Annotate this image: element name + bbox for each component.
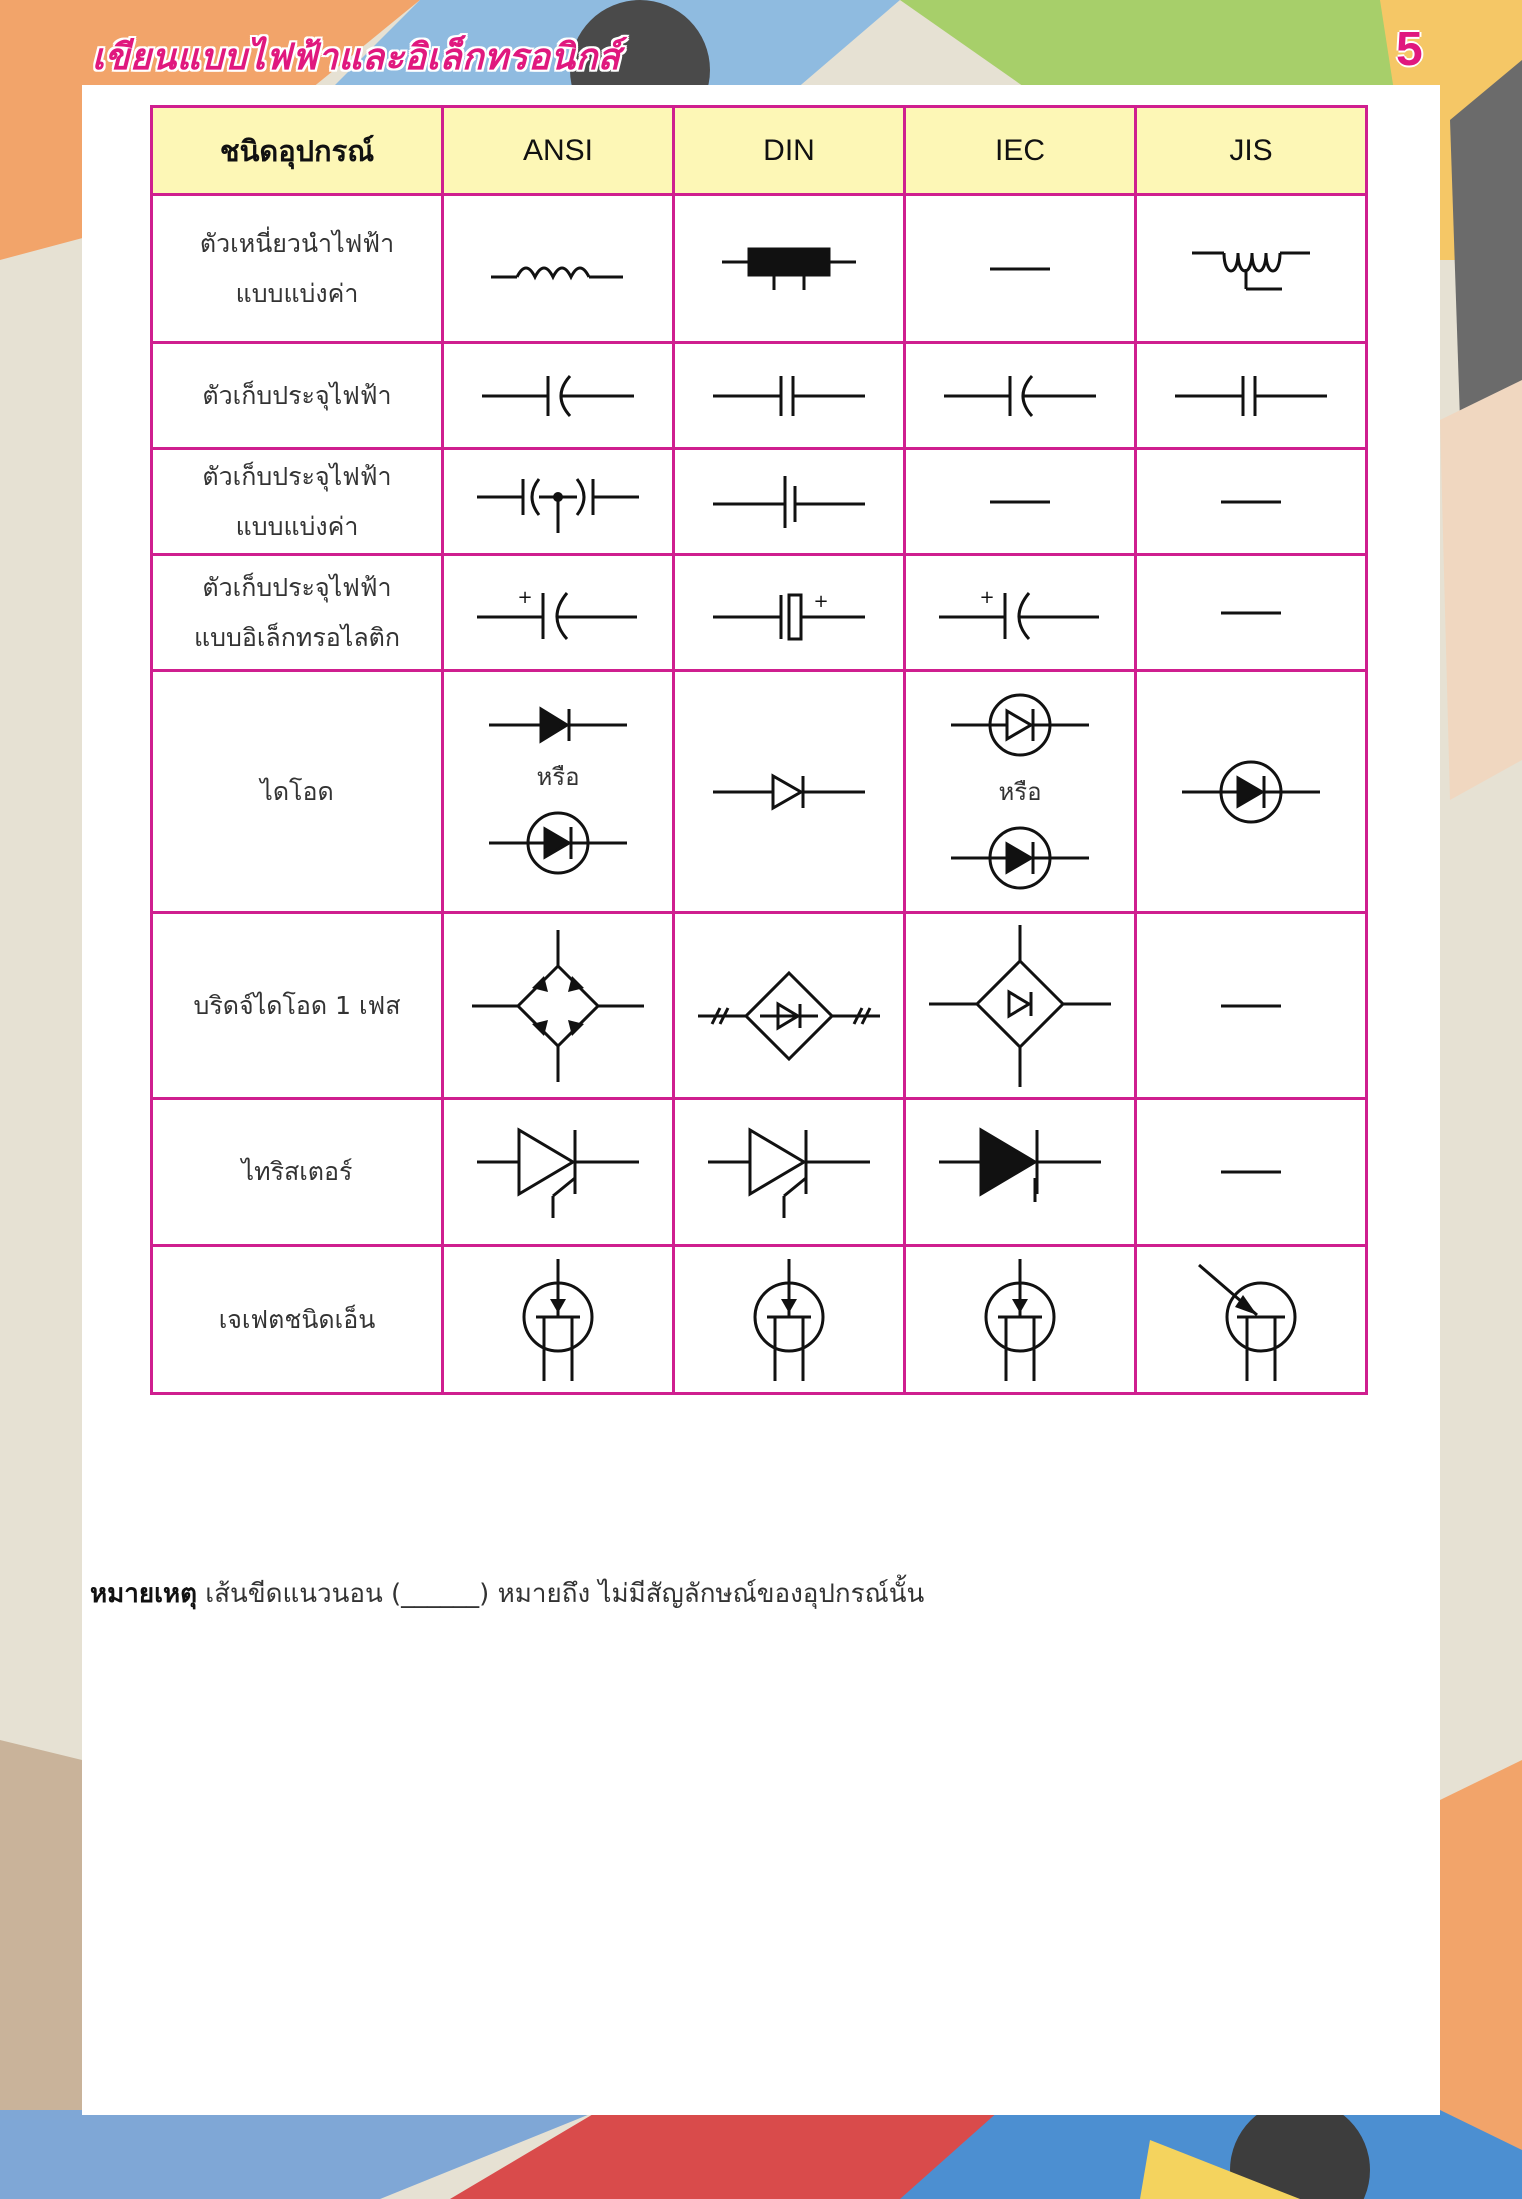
table-row	[152, 555, 1367, 671]
page-number: 5	[1396, 23, 1423, 76]
or-word: หรือ	[536, 763, 580, 791]
symbol-cell	[674, 195, 905, 343]
row-label-line: แบบแบ่งค่า	[235, 511, 359, 541]
symbol-cell	[1136, 671, 1367, 913]
diode-ansi-icon	[483, 705, 633, 745]
capacitor-ansi-icon	[478, 371, 638, 421]
symbol-cell	[674, 449, 905, 555]
thyristor-iec-icon	[935, 1122, 1105, 1222]
col-header-device-type: ชนิดอุปกรณ์	[152, 107, 443, 195]
symbol-cell	[1136, 1099, 1367, 1246]
symbol-cell	[905, 195, 1136, 343]
variable-capacitor-din-icon	[709, 472, 869, 532]
variable-inductor-ansi-icon	[483, 249, 633, 289]
bridge-diode-din-icon	[694, 946, 884, 1066]
row-label-line: ตัวเก็บประจุไฟฟ้า	[202, 380, 392, 410]
symbol-cell	[905, 343, 1136, 449]
variable-inductor-din-icon	[714, 244, 864, 294]
note-text: เส้นขีดแนวนอน (______) หมายถึง ไม่มีสัญลักษณ์ของอุปกรณ์นั้น	[205, 1579, 925, 1609]
row-label	[152, 195, 443, 343]
symbol-cell	[1136, 913, 1367, 1099]
symbol-cell	[443, 449, 674, 555]
jfet-n-din-icon	[739, 1255, 839, 1385]
col-header-jis: JIS	[1136, 107, 1367, 195]
symbol-cell	[674, 555, 905, 671]
row-label-line: แบบอิเล็กทรอไลติก	[193, 622, 401, 652]
row-label	[152, 1099, 443, 1246]
row-label	[152, 555, 443, 671]
jfet-n-ansi-icon	[508, 1255, 608, 1385]
symbol-cell	[905, 449, 1136, 555]
capacitor-jis-icon	[1171, 371, 1331, 421]
plus-sign: +	[813, 590, 829, 612]
symbol-comparison-table	[150, 105, 1368, 1395]
row-label	[152, 1246, 443, 1394]
footnote	[90, 1573, 924, 1614]
symbol-cell	[674, 1246, 905, 1394]
table-row	[152, 913, 1367, 1099]
variable-capacitor-ansi-icon	[473, 467, 643, 537]
symbol-cell	[443, 555, 674, 671]
row-label-line: ตัวเก็บประจุไฟฟ้า	[202, 572, 392, 602]
or-word: หรือ	[998, 778, 1042, 806]
symbol-cell	[905, 1099, 1136, 1246]
symbol-cell	[443, 1099, 674, 1246]
symbol-cell	[905, 671, 1136, 913]
symbol-cell	[443, 1246, 674, 1394]
diode-din-icon	[709, 770, 869, 814]
no-symbol-dash-icon	[985, 264, 1055, 274]
note-label: หมายเหตุ	[90, 1579, 198, 1609]
electrolytic-capacitor-iec-icon	[935, 583, 1105, 643]
no-symbol-dash-icon	[1216, 1001, 1286, 1011]
plus-sign: +	[979, 586, 995, 608]
electrolytic-capacitor-ansi-icon	[473, 583, 643, 643]
jfet-n-iec-icon	[970, 1255, 1070, 1385]
symbol-cell	[443, 671, 674, 913]
row-label-line: บริดจ์ไดโอด 1 เฟส	[193, 990, 401, 1020]
capacitor-din-icon	[709, 371, 869, 421]
row-label-line: แบบแบ่งค่า	[235, 278, 359, 308]
capacitor-iec-icon	[940, 371, 1100, 421]
symbol-cell	[905, 555, 1136, 671]
diode-circle-filled-iec-icon	[945, 823, 1095, 893]
symbol-cell	[905, 1246, 1136, 1394]
row-label-line: ตัวเหนี่ยวนำไฟฟ้า	[199, 228, 395, 258]
symbol-cell	[443, 913, 674, 1099]
book-title: เขียนแบบไฟฟ้าและอิเล็กทรอนิกส์	[92, 37, 621, 78]
symbol-cell	[443, 195, 674, 343]
diode-circle-iec-icon	[945, 690, 1095, 760]
variable-inductor-jis-icon	[1186, 239, 1316, 299]
row-label	[152, 671, 443, 913]
thyristor-ansi-icon	[473, 1122, 643, 1222]
row-label-line: ไทริสเตอร์	[241, 1157, 353, 1186]
row-label	[152, 343, 443, 449]
jfet-n-jis-icon	[1191, 1255, 1311, 1385]
col-header-iec: IEC	[905, 107, 1136, 195]
row-label	[152, 913, 443, 1099]
symbol-cell	[1136, 1246, 1367, 1394]
page-panel	[82, 85, 1440, 2115]
table-row	[152, 1246, 1367, 1394]
no-symbol-dash-icon	[985, 497, 1055, 507]
symbol-cell	[674, 913, 905, 1099]
no-symbol-dash-icon	[1216, 608, 1286, 618]
row-label	[152, 449, 443, 555]
symbol-cell	[1136, 343, 1367, 449]
col-header-ansi: ANSI	[443, 107, 674, 195]
symbol-cell	[674, 343, 905, 449]
diode-circle-jis-icon	[1176, 757, 1326, 827]
table-row	[152, 449, 1367, 555]
thyristor-din-icon	[704, 1122, 874, 1222]
electrolytic-capacitor-din-icon	[709, 583, 869, 643]
table-row	[152, 195, 1367, 343]
table-row	[152, 343, 1367, 449]
symbol-cell	[1136, 555, 1367, 671]
plus-sign: +	[517, 586, 533, 608]
symbol-cell	[443, 343, 674, 449]
row-label-line: ไดโอด	[260, 776, 334, 806]
symbol-cell	[1136, 195, 1367, 343]
no-symbol-dash-icon	[1216, 1167, 1286, 1177]
symbol-cell	[674, 671, 905, 913]
table-row	[152, 671, 1367, 913]
symbol-cell	[1136, 449, 1367, 555]
diode-circle-ansi-icon	[483, 808, 633, 878]
symbol-cell	[674, 1099, 905, 1246]
bridge-diode-iec-icon	[925, 921, 1115, 1091]
no-symbol-dash-icon	[1216, 497, 1286, 507]
symbol-cell	[905, 913, 1136, 1099]
row-label-line: ตัวเก็บประจุไฟฟ้า	[202, 461, 392, 491]
row-label-line: เจเฟตชนิดเอ็น	[218, 1304, 376, 1334]
table-row	[152, 1099, 1367, 1246]
header-row	[152, 107, 1367, 195]
bridge-diode-ansi-icon	[468, 926, 648, 1086]
col-header-din: DIN	[674, 107, 905, 195]
